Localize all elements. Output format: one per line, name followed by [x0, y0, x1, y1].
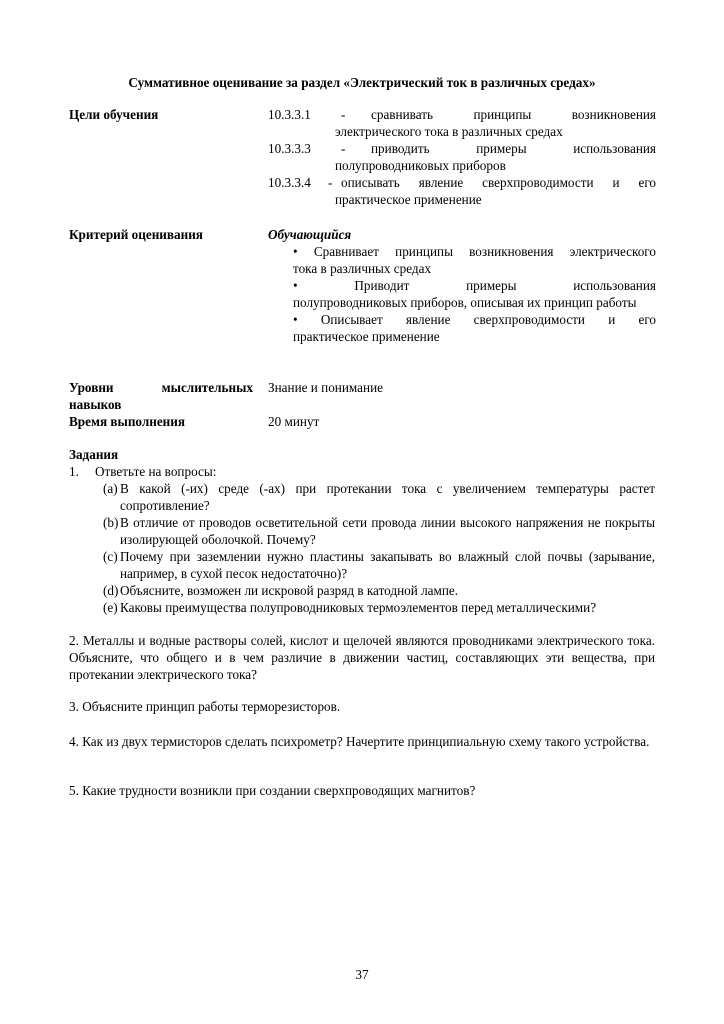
sub-question [69, 480, 655, 514]
sub-letter: (c) [103, 549, 118, 564]
goal-code: 10.3.3.3 [268, 141, 311, 156]
tasks-heading: Задания [69, 447, 119, 462]
criteria-text: Описывает явление сверхпроводимости и его [320, 312, 656, 327]
time-label: Время выполнения [69, 414, 186, 429]
page-number: 37 [355, 967, 369, 982]
sub-text: В какой (-их) среде (-ах) при протекании тока с увеличением температуры растет сопротивление? [120, 481, 655, 513]
sub-letter: (a) [103, 481, 118, 496]
time-value: 20 минут [268, 414, 320, 429]
question-5: 5. Какие трудности возникли при создании сверхпроводящих магнитов? [69, 783, 476, 798]
question-number: 1. [69, 464, 79, 479]
question-2: 2. Металлы и водные растворы солей, кислот и щелочей являются проводниками электрического тока. Объясните, что общего и в чем различие в движении частиц, составляющих эти вещества, при протекании электрического тока? [69, 633, 655, 682]
question-text: Ответьте на вопросы: [95, 464, 217, 479]
goal-text-cont: электрического тока в различных средах [335, 124, 563, 139]
bullet-icon: • [293, 312, 321, 327]
skills-label-line: Уровни мыслительных [69, 380, 253, 395]
goals-label: Цели обучения [69, 107, 159, 122]
sub-text: В отличие от проводов осветительной сети провода линии высокого напряжения не покрыты изолирующей оболочкой. Почему? [120, 515, 655, 547]
criteria-bullet [268, 277, 656, 311]
sub-question [69, 548, 655, 582]
goal-dash: - [328, 175, 333, 190]
goal-text: описывать явление сверхпроводимости и его [341, 175, 656, 190]
criteria-text: Сравнивает принципы возникновения электрического [313, 244, 656, 259]
goal-text-cont: полупроводниковых приборов [335, 158, 506, 173]
goal-dash: - [341, 141, 346, 156]
tasks-section [69, 446, 655, 616]
page-title: Суммативное оценивание за раздел «Электрический ток в различных средах» [128, 75, 596, 90]
sub-question [69, 514, 655, 548]
sub-text: Почему при заземлении нужно пластины закапывать во влажный слой почвы (зарывание, например, в сухой песок недостаточно)? [120, 549, 655, 581]
sub-question [69, 599, 655, 616]
goals-list [268, 106, 656, 208]
goal-code: 10.3.3.1 [268, 107, 311, 122]
criteria-label: Критерий оценивания [69, 227, 203, 242]
criteria-block [268, 226, 656, 345]
bullet-icon: • [293, 278, 355, 293]
goal-item [268, 106, 656, 140]
criteria-text: Приводит примеры использования [354, 278, 656, 293]
goal-item [268, 140, 656, 174]
criteria-text-cont: практическое применение [293, 329, 440, 344]
sub-text: Каковы преимущества полупроводниковых термоэлементов перед металлическими? [120, 600, 597, 615]
sub-letter: (e) [103, 600, 118, 615]
question-4: 4. Как из двух термисторов сделать психрометр? Начертите принципиальную схему такого устройства. [69, 734, 650, 749]
sub-letter: (b) [103, 515, 119, 530]
sub-question [69, 582, 655, 599]
question-1 [69, 463, 655, 480]
criteria-bullet [268, 311, 656, 345]
criteria-text-cont: полупроводниковых приборов, описывая их принцип работы [293, 295, 637, 310]
bullet-icon: • [293, 244, 314, 259]
skills-label [69, 379, 253, 413]
criteria-bullet [268, 243, 656, 277]
skills-label-line: навыков [69, 397, 122, 412]
goal-item [268, 174, 656, 208]
goal-text: сравнивать принципы возникновения [371, 107, 656, 122]
criteria-text-cont: тока в различных средах [293, 261, 432, 276]
criteria-heading: Обучающийся [268, 227, 352, 242]
goal-code: 10.3.3.4 [268, 175, 311, 190]
question-3: 3. Объясните принцип работы терморезисторов. [69, 699, 341, 714]
goal-dash: - [341, 107, 346, 122]
goal-text: приводить примеры использования [371, 141, 656, 156]
sub-text: Объясните, возможен ли искровой разряд в катодной лампе. [120, 583, 459, 598]
sub-letter: (d) [103, 583, 119, 598]
goal-text-cont: практическое применение [335, 192, 482, 207]
skills-value: Знание и понимание [268, 380, 383, 395]
